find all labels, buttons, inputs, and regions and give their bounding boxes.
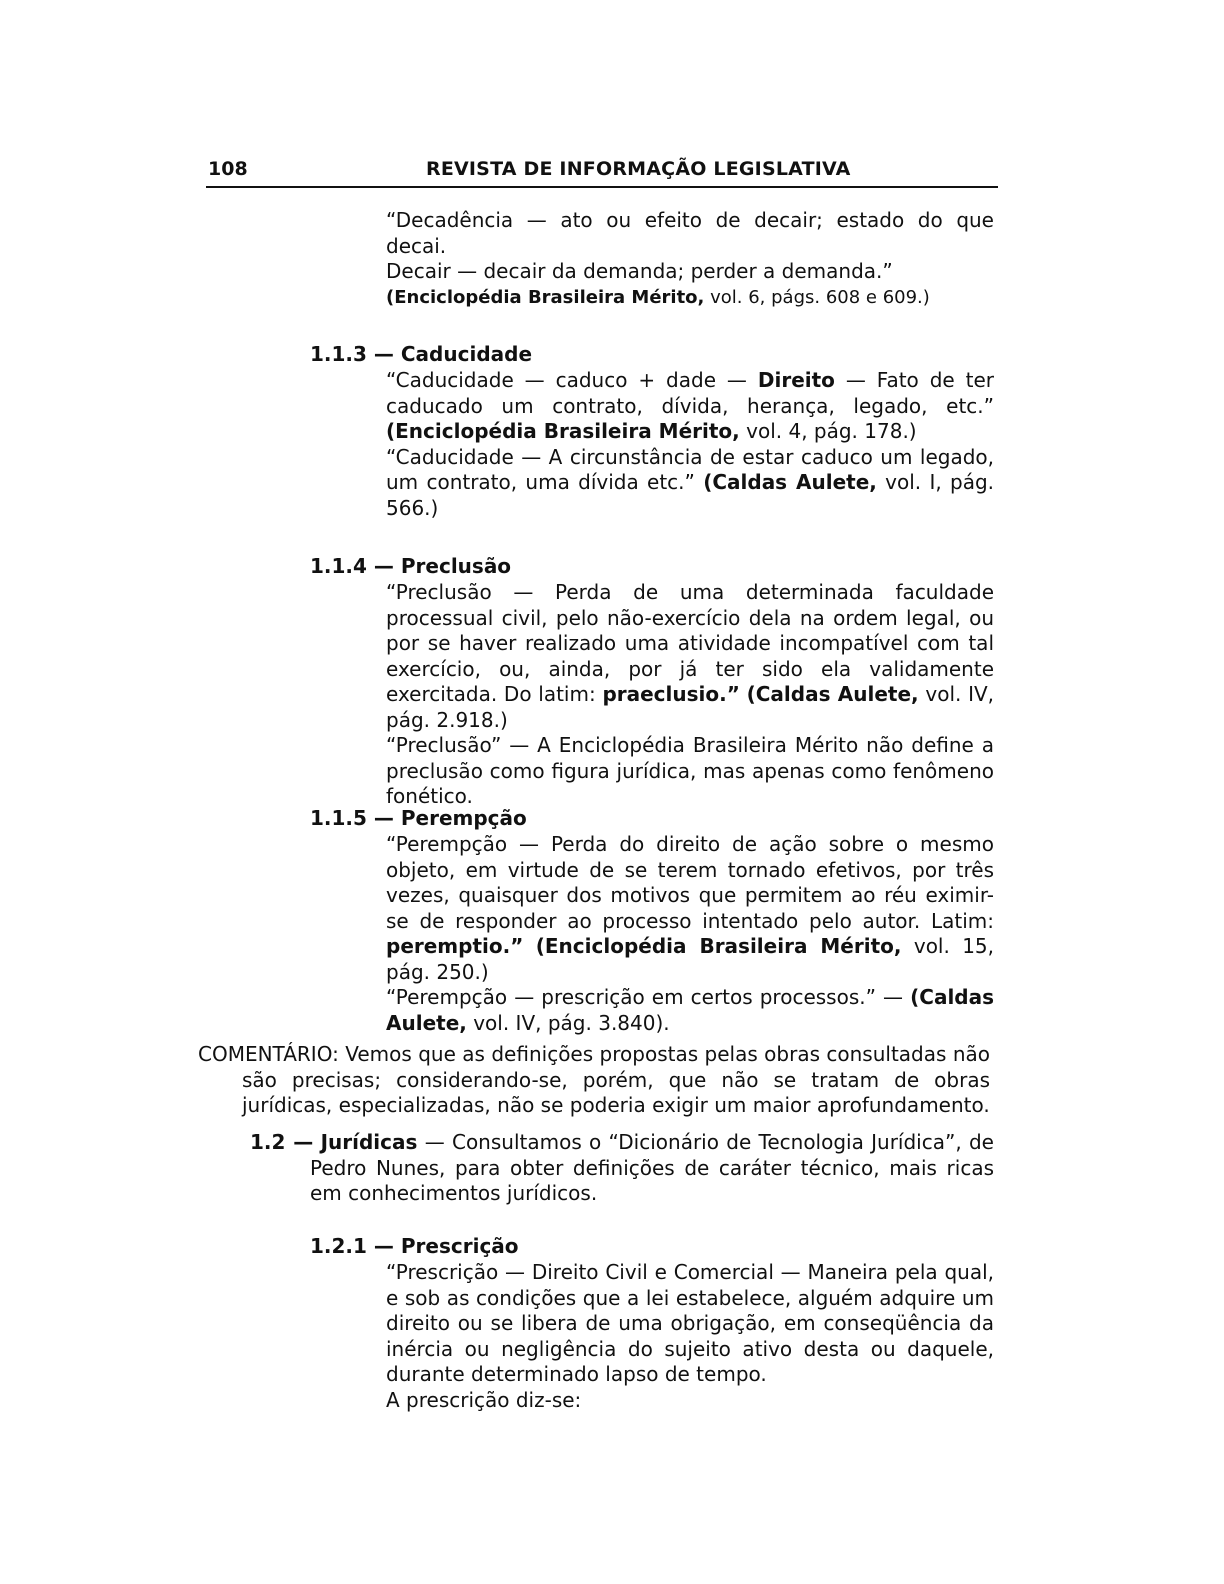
prescricao-block <box>386 1260 994 1413</box>
caducidade-quote-2: “Caducidade — A circunstância de estar caduco um legado, um contrato, uma dívida etc.” (Caldas Aulete, vol. I, pág. 566.) <box>386 444 995 520</box>
preclusao-quote-1: “Preclusão — Perda de uma determinada faculdade processual civil, pelo não-exercício dela na ordem legal, ou por se haver realizado uma atividade incompatível com tal exercício, ou, ainda, por já ter sido ela validamente exercitada. Do latim: praeclusio.” (Caldas Aulete, vol. IV, pág. 2.918.) <box>386 580 995 732</box>
preclusao-quote-2: “Preclusão” — A Enciclopédia Brasileira Mérito não define a preclusão como figura jurídica, mas apenas como fenômeno fonético. <box>386 733 994 808</box>
preclusao-block <box>386 580 994 810</box>
prescricao-heading: 1.2.1 — Prescrição <box>310 1234 519 1258</box>
prescricao-quote-1: “Prescrição — Direito Civil e Comercial — Maneira pela qual, e sob as condições que a lei estabelece, alguém adquire um direito ou se libera de uma obrigação, em conseqüência da inércia ou negligência do sujeito ativo desta ou daquele, durante determinado lapso de tempo. <box>386 1260 994 1386</box>
juridicas-block <box>250 1130 994 1207</box>
preclusao-heading: 1.1.4 — Preclusão <box>310 554 512 578</box>
caducidade-quote-1: “Caducidade — caduco + dade — Direito — Fato de ter caducado um contrato, dívida, herança, legado, etc.” (Enciclopédia Brasileira Mérito, vol. 4, pág. 178.) <box>386 368 994 443</box>
running-header <box>206 158 998 188</box>
comentario-block <box>198 1042 990 1119</box>
decadencia-quote: “Decadência — ato ou efeito de decair; estado do que decai. <box>386 208 994 258</box>
journal-title: REVISTA DE INFORMAÇÃO LEGISLATIVA <box>426 158 851 180</box>
decair-quote: Decair — decair da demanda; perder a demanda.” <box>386 259 893 283</box>
perempcao-heading: 1.1.5 — Perempção <box>310 806 527 830</box>
decadencia-citation: (Enciclopédia Brasileira Mérito, vol. 6, págs. 608 e 609.) <box>386 286 930 308</box>
juridicas-paragraph: 1.2 — Jurídicas — Consultamos o “Dicionário de Tecnologia Jurídica”, de Pedro Nunes, para obter definições de caráter técnico, mais ricas em conhecimentos jurídicos. <box>250 1130 994 1205</box>
decadencia-block <box>386 208 994 310</box>
page-number: 108 <box>208 158 248 180</box>
prescricao-quote-2: A prescrição diz-se: <box>386 1387 582 1412</box>
comentario-paragraph: COMENTÁRIO: Vemos que as definições propostas pelas obras consultadas não são precisas; considerando-se, porém, que não se tratam de obras jurídicas, especializadas, não se poderia exigir um maior aprofundamento. <box>198 1042 990 1117</box>
perempcao-quote-1: “Perempção — Perda do direito de ação sobre o mesmo objeto, em virtude de se terem tornado efetivos, por três vezes, quaisquer dos motivos que permitem ao réu eximir-se de responder ao processo intentado pelo autor. Latim: peremptio.” (Enciclopédia Brasileira Mérito, vol. 15, pág. 250.) <box>386 832 995 984</box>
caducidade-block <box>386 368 994 521</box>
perempcao-quote-2: “Perempção — prescrição em certos processos.” — (Caldas Aulete, vol. IV, pág. 3.840). <box>386 985 995 1035</box>
perempcao-block <box>386 832 994 1036</box>
caducidade-heading: 1.1.3 — Caducidade <box>310 342 533 366</box>
